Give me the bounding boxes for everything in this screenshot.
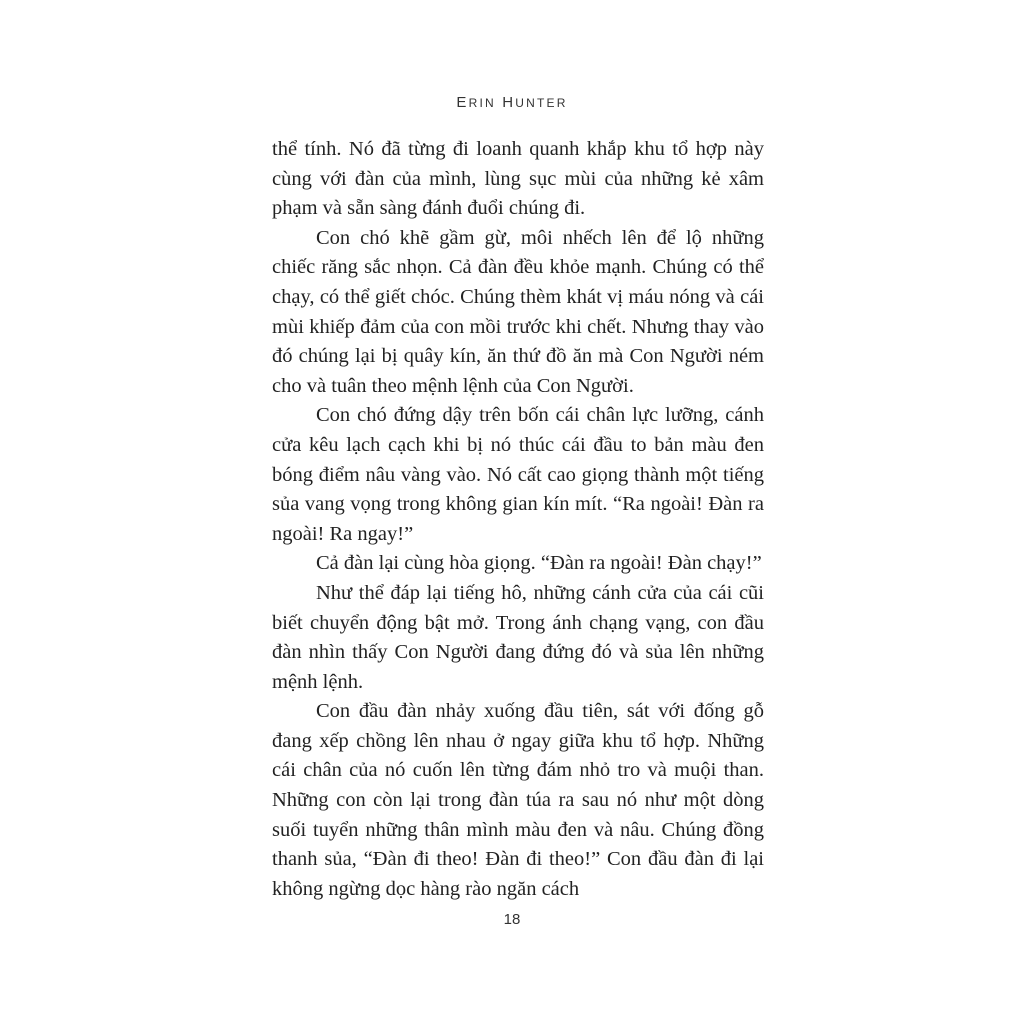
author-first-rest: RIN — [468, 96, 496, 110]
paragraph: Con chó khẽ gầm gừ, môi nhếch lên để lộ những chiếc răng sắc nhọn. Cả đàn đều khỏe mạnh. Chúng có thể chạy, có thể giết chóc. Chúng thèm khát vị máu nóng và cái mùi khiếp đảm của con mồi trước khi chết. Nhưng thay vào đó chúng lại bị quây kín, ăn thứ đồ ăn mà Con Người ném cho và tuân theo mệnh lệnh của Con Người. — [272, 226, 764, 397]
paragraph: Con đầu đàn nhảy xuống đầu tiên, sát với đống gỗ đang xếp chồng lên nhau ở ngay giữa khu tổ hợp. Những cái chân của nó cuốn lên từng đám nhỏ tro và muội than. Những con còn lại trong đàn túa ra sau nó như một dòng suối tuyển những thân mình màu đen và nâu. Chúng đồng thanh sủa, “Đàn đi theo! Đàn đi theo!” Con đầu đàn đi lại không ngừng dọc hàng rào ngăn cách — [272, 700, 764, 900]
body-text — [272, 135, 764, 904]
running-header-author — [0, 94, 1024, 111]
paragraph-continued: thể tính. Nó đã từng đi loanh quanh khắp khu tổ hợp này cùng với đàn của mình, lùng sục mùi của những kẻ xâm phạm và sẵn sàng đánh đuổi chúng đi. — [272, 138, 764, 220]
author-last-initial: H — [502, 94, 516, 111]
page-number: 18 — [503, 911, 521, 928]
author-first-initial: E — [456, 94, 469, 111]
paragraph: Cả đàn lại cùng hòa giọng. “Đàn ra ngoài! Đàn chạy!” — [316, 552, 762, 575]
paragraph: Như thể đáp lại tiếng hô, những cánh cửa của cái cũi biết chuyển động bật mở. Trong ánh chạng vạng, con đầu đàn nhìn thấy Con Người đang đứng đó và sủa lên những mệnh lệnh. — [272, 581, 764, 693]
paragraph: Con chó đứng dậy trên bốn cái chân lực lưỡng, cánh cửa kêu lạch cạch khi bị nó thúc cái đầu to bản màu đen bóng điểm nâu vàng vào. Nó cất cao giọng thành một tiếng sủa vang vọng trong không gian kín mít. “Ra ngoài! Đàn ra ngoài! Ra ngay!” — [272, 404, 764, 545]
author-last-rest: UNTER — [515, 96, 568, 110]
